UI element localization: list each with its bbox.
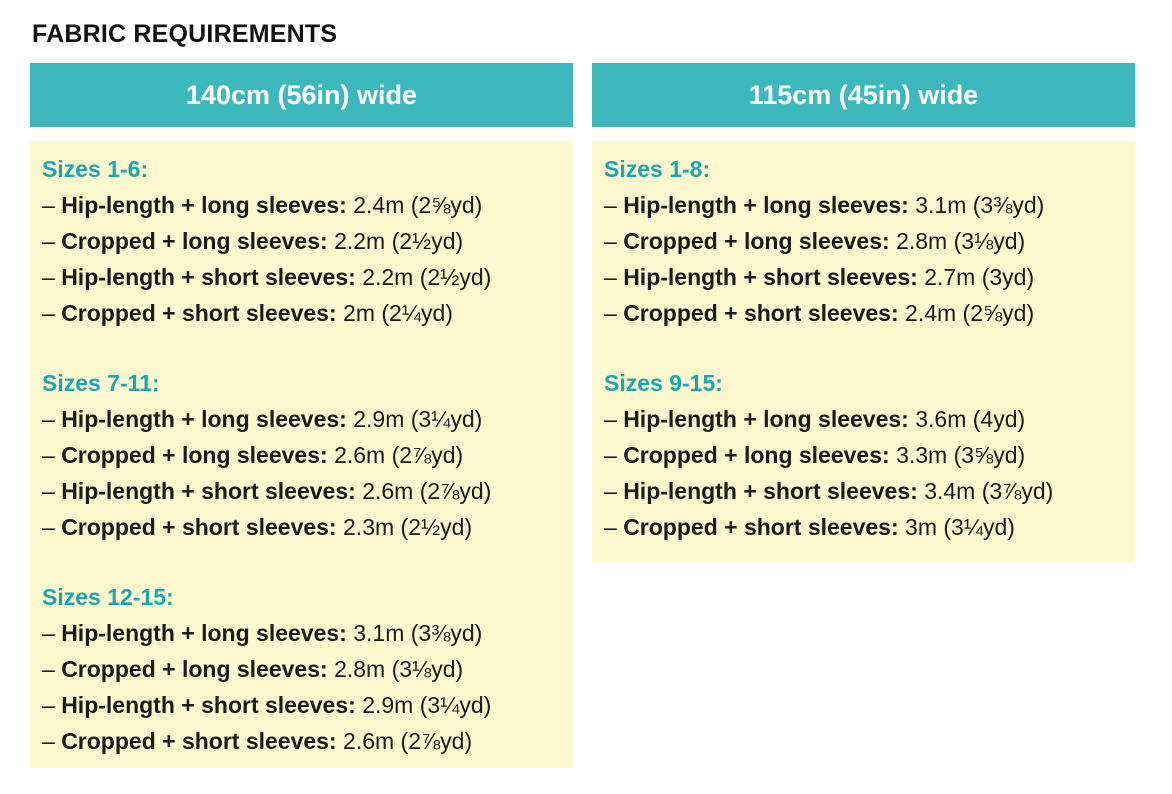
size-heading: Sizes 7-11:: [42, 370, 160, 396]
requirement-row: – Cropped + short sleeves: 2.4m (2⅝yd): [604, 300, 1035, 326]
requirement-row: – Hip-length + short sleeves: 2.2m (2½yd): [42, 264, 492, 290]
requirement-row: – Hip-length + long sleeves: 3.1m (3⅜yd): [604, 192, 1045, 218]
requirement-value: 2.8m (3⅛yd): [334, 656, 464, 682]
size-group: [42, 365, 561, 545]
column-header: 140cm (56in) wide: [30, 63, 573, 127]
requirement-label: Hip-length + long sleeves:: [61, 406, 347, 432]
requirement-label: Hip-length + short sleeves:: [623, 478, 918, 504]
requirement-row: – Cropped + long sleeves: 2.2m (2½yd): [42, 228, 464, 254]
requirement-label: Cropped + long sleeves:: [61, 228, 328, 254]
size-heading: Sizes 9-15:: [604, 370, 723, 396]
requirement-value: 2.9m (3¼yd): [353, 406, 483, 432]
requirement-row: – Hip-length + long sleeves: 3.1m (3⅜yd): [42, 620, 483, 646]
requirement-label: Hip-length + long sleeves:: [61, 192, 347, 218]
requirement-value: 3.1m (3⅜yd): [353, 620, 483, 646]
column-body: [30, 141, 573, 768]
requirement-label: Cropped + long sleeves:: [61, 656, 328, 682]
size-heading: Sizes 1-8:: [604, 156, 711, 182]
column-140cm: [30, 63, 573, 768]
requirement-label: Hip-length + long sleeves:: [623, 192, 909, 218]
requirement-row: – Cropped + short sleeves: 2.6m (2⅞yd): [42, 728, 473, 754]
requirement-row: – Cropped + long sleeves: 2.6m (2⅞yd): [42, 442, 464, 468]
requirement-row: – Hip-length + long sleeves: 2.9m (3¼yd): [42, 406, 483, 432]
requirement-value: 3.6m (4yd): [915, 406, 1026, 432]
requirement-value: 2.2m (2½yd): [334, 228, 464, 254]
requirement-value: 2.2m (2½yd): [362, 264, 492, 290]
requirement-label: Hip-length + short sleeves:: [61, 692, 356, 718]
requirement-value: 2m (2¼yd): [343, 300, 453, 326]
page-title: FABRIC REQUIREMENTS: [32, 20, 338, 48]
requirement-row: – Hip-length + long sleeves: 2.4m (2⅝yd): [42, 192, 483, 218]
requirement-label: Cropped + short sleeves:: [623, 514, 899, 540]
requirement-row: – Cropped + short sleeves: 2.3m (2½yd): [42, 514, 473, 540]
requirement-value: 2.7m (3yd): [924, 264, 1035, 290]
requirement-row: – Cropped + long sleeves: 2.8m (3⅛yd): [42, 656, 464, 682]
requirement-label: Cropped + short sleeves:: [623, 300, 899, 326]
requirement-value: 2.6m (2⅞yd): [362, 478, 492, 504]
requirement-label: Cropped + long sleeves:: [623, 442, 890, 468]
requirement-row: – Hip-length + short sleeves: 2.9m (3¼yd): [42, 692, 492, 718]
requirement-value: 2.4m (2⅝yd): [905, 300, 1035, 326]
requirement-value: 2.9m (3¼yd): [362, 692, 492, 718]
requirement-row: – Hip-length + short sleeves: 2.6m (2⅞yd): [42, 478, 492, 504]
requirement-value: 3.1m (3⅜yd): [915, 192, 1045, 218]
requirement-row: – Cropped + short sleeves: 2m (2¼yd): [42, 300, 453, 326]
size-group: [604, 365, 1123, 545]
requirement-value: 2.6m (2⅞yd): [343, 728, 473, 754]
requirement-row: – Hip-length + short sleeves: 3.4m (3⅞yd): [604, 478, 1054, 504]
requirement-value: 3m (3¼yd): [905, 514, 1015, 540]
requirement-label: Cropped + long sleeves:: [61, 442, 328, 468]
requirement-label: Cropped + long sleeves:: [623, 228, 890, 254]
size-group: [42, 579, 561, 759]
requirement-row: – Cropped + long sleeves: 3.3m (3⅝yd): [604, 442, 1026, 468]
requirement-value: 3.4m (3⅞yd): [924, 478, 1054, 504]
requirement-label: Cropped + short sleeves:: [61, 300, 337, 326]
requirement-label: Hip-length + short sleeves:: [61, 264, 356, 290]
requirement-row: – Cropped + long sleeves: 2.8m (3⅛yd): [604, 228, 1026, 254]
requirement-value: 2.4m (2⅝yd): [353, 192, 483, 218]
requirement-value: 2.6m (2⅞yd): [334, 442, 464, 468]
requirement-value: 2.3m (2½yd): [343, 514, 473, 540]
column-115cm: [592, 63, 1135, 562]
requirement-label: Hip-length + short sleeves:: [61, 478, 356, 504]
requirement-label: Cropped + short sleeves:: [61, 514, 337, 540]
requirement-label: Hip-length + short sleeves:: [623, 264, 918, 290]
size-heading: Sizes 1-6:: [42, 156, 149, 182]
requirement-row: – Cropped + short sleeves: 3m (3¼yd): [604, 514, 1015, 540]
requirement-label: Hip-length + long sleeves:: [61, 620, 347, 646]
requirement-value: 3.3m (3⅝yd): [896, 442, 1026, 468]
requirement-label: Hip-length + long sleeves:: [623, 406, 909, 432]
column-header: 115cm (45in) wide: [592, 63, 1135, 127]
requirement-value: 2.8m (3⅛yd): [896, 228, 1026, 254]
requirement-row: – Hip-length + long sleeves: 3.6m (4yd): [604, 406, 1026, 432]
requirement-row: – Hip-length + short sleeves: 2.7m (3yd): [604, 264, 1035, 290]
column-body: [592, 141, 1135, 562]
size-group: [604, 151, 1123, 331]
size-heading: Sizes 12-15:: [42, 584, 174, 610]
size-group: [42, 151, 561, 331]
requirement-label: Cropped + short sleeves:: [61, 728, 337, 754]
